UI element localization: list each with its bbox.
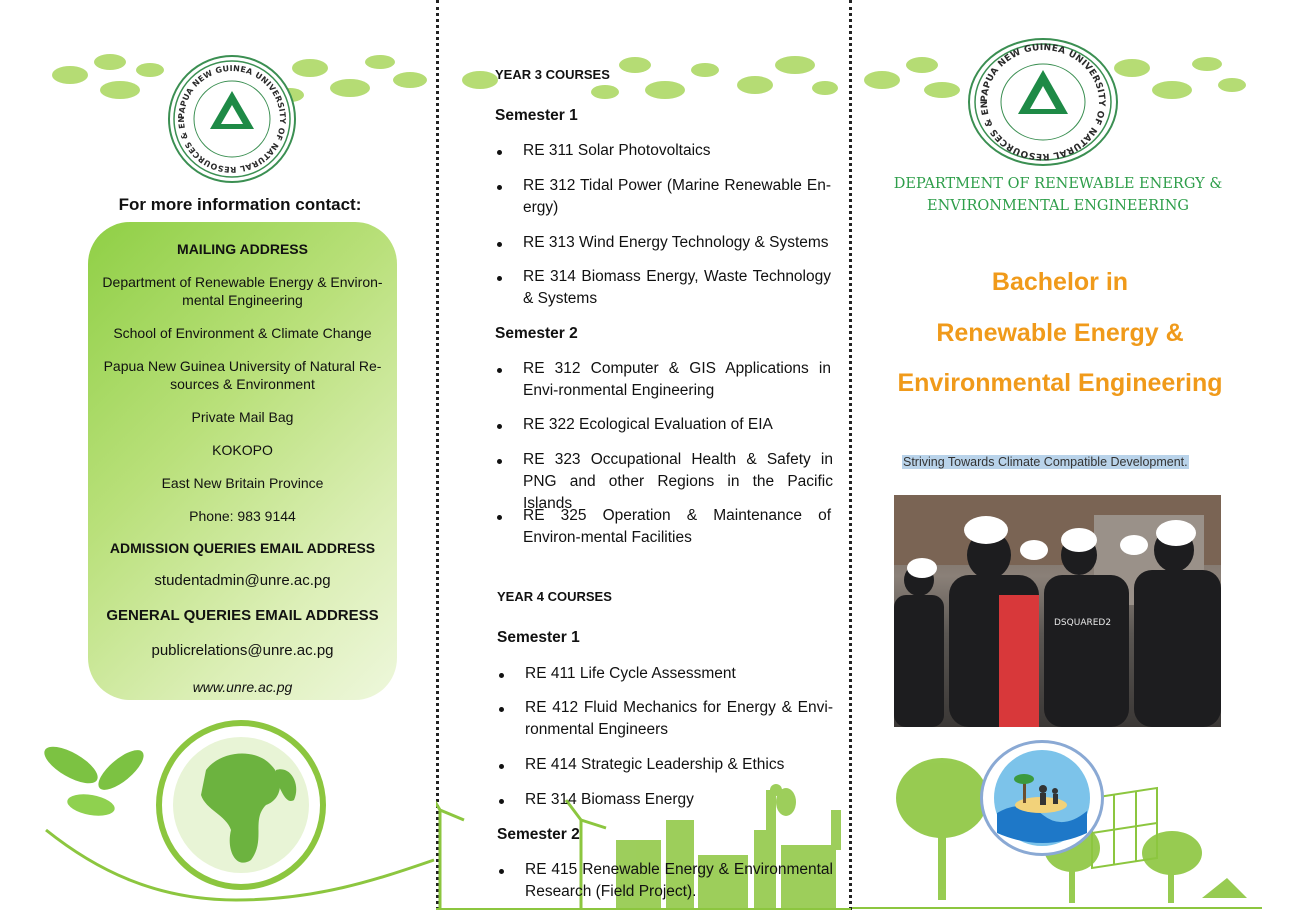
course-re313: RE 313 Wind Energy Technology & Systems (523, 234, 829, 251)
bullet (497, 242, 502, 247)
website-link[interactable]: www.unre.ac.pg (192, 679, 293, 695)
bullet (497, 368, 502, 373)
globe-illustration (36, 710, 436, 910)
course-re314-biomass: RE 314 Biomass Energy (525, 791, 694, 808)
svg-text:DSQUARED2: DSQUARED2 (1054, 618, 1112, 628)
year3-semester2-heading: Semester 2 (495, 325, 578, 342)
address-line-mailbag: Private Mail Bag (191, 409, 294, 425)
svg-text:PAPUA NEW GUINEA UNIVERSITY OF: PAPUA NEW GUINEA UNIVERSITY OF NATURAL RESOURCES & EN (979, 42, 1107, 162)
bullet (497, 276, 502, 281)
address-line-province: East New Britain Province (161, 475, 324, 491)
department-line-2: ENVIRONMENTAL ENGINEERING (926, 198, 1190, 214)
degree-title-line-3: Environmental Engineering (897, 369, 1223, 397)
course-re312-tidal: RE 312 Tidal Power (Marine Renewable En-ergy) (523, 177, 831, 216)
course-re323: RE 323 Occupational Health & Safety in PNG and other Regions in the Pacific Islands (523, 451, 833, 512)
bullet (497, 150, 502, 155)
admission-email-link[interactable]: studentadmin@unre.ac.pg (154, 572, 331, 589)
logo-emblem-icon (970, 40, 1116, 164)
bullet (497, 185, 502, 190)
island-family-icon (983, 743, 1101, 853)
year4-semester2-heading: Semester 2 (497, 826, 580, 843)
general-email-heading: GENERAL QUERIES EMAIL ADDRESS (106, 607, 379, 624)
bullet (499, 707, 504, 712)
bullet (499, 673, 504, 678)
course-re415: RE 415 Renewable Energy & Environmental Research (Field Project). (525, 861, 833, 900)
general-email-link[interactable]: publicrelations@unre.ac.pg (151, 642, 334, 659)
environment-badge (980, 740, 1104, 856)
degree-title-line-2: Renewable Energy & (936, 319, 1184, 347)
address-line-department: Department of Renewable Energy & Environ-mental Engineering (102, 274, 383, 308)
students-photo-image (894, 495, 1221, 727)
year3-semester1-heading: Semester 1 (495, 107, 578, 124)
bullet (497, 459, 502, 464)
department-name (888, 173, 1228, 217)
course-re312-gis: RE 312 Computer & GIS Applications in Envi-ronmental Engineering (523, 360, 831, 399)
course-re325: RE 325 Operation & Maintenance of Environ-mental Facilities (523, 507, 831, 546)
contact-heading: For more information contact: (118, 195, 362, 214)
address-line-university: Papua New Guinea University of Natural Re-sources & Environment (103, 358, 382, 392)
course-re311: RE 311 Solar Photovoltaics (523, 142, 711, 159)
course-re314-biomass-waste: RE 314 Biomass Energy, Waste Technology & Systems (523, 268, 831, 307)
course-re414: RE 414 Strategic Leadership & Ethics (525, 756, 785, 773)
year3-heading: YEAR 3 COURSES (495, 67, 610, 82)
department-line-1: DEPARTMENT OF RENEWABLE ENERGY & (893, 176, 1223, 192)
bullet (499, 764, 504, 769)
bullet (497, 515, 502, 520)
course-re412: RE 412 Fluid Mechanics for Energy & Envi-ronmental Engineers (525, 699, 833, 738)
degree-title-line-1: Bachelor in (991, 268, 1129, 296)
address-line-school: School of Environment & Climate Change (113, 325, 372, 341)
course-re411: RE 411 Life Cycle Assessment (525, 665, 736, 682)
address-line-phone: Phone: 983 9144 (189, 508, 296, 524)
admission-email-heading: ADMISSION QUERIES EMAIL ADDRESS (109, 540, 376, 556)
mailing-address-heading: MAILING ADDRESS (177, 241, 308, 257)
course-re322: RE 322 Ecological Evaluation of EIA (523, 416, 773, 433)
svg-text:PAPUA NEW GUINEA UNIVERSITY OF: PAPUA NEW GUINEA UNIVERSITY OF NATURAL RESOURCES & EN (176, 63, 288, 175)
bullet (499, 869, 504, 874)
address-line-town: KOKOPO (212, 442, 273, 458)
bullet (497, 424, 502, 429)
tagline: Striving Towards Climate Compatible Development. (903, 455, 1188, 469)
year4-semester1-heading: Semester 1 (497, 629, 580, 646)
university-logo-right (968, 38, 1118, 166)
year4-heading: YEAR 4 COURSES (497, 589, 612, 604)
bullet (499, 799, 504, 804)
students-photo (894, 495, 1221, 727)
logo-emblem-icon (170, 57, 294, 181)
university-logo-left (168, 55, 296, 183)
